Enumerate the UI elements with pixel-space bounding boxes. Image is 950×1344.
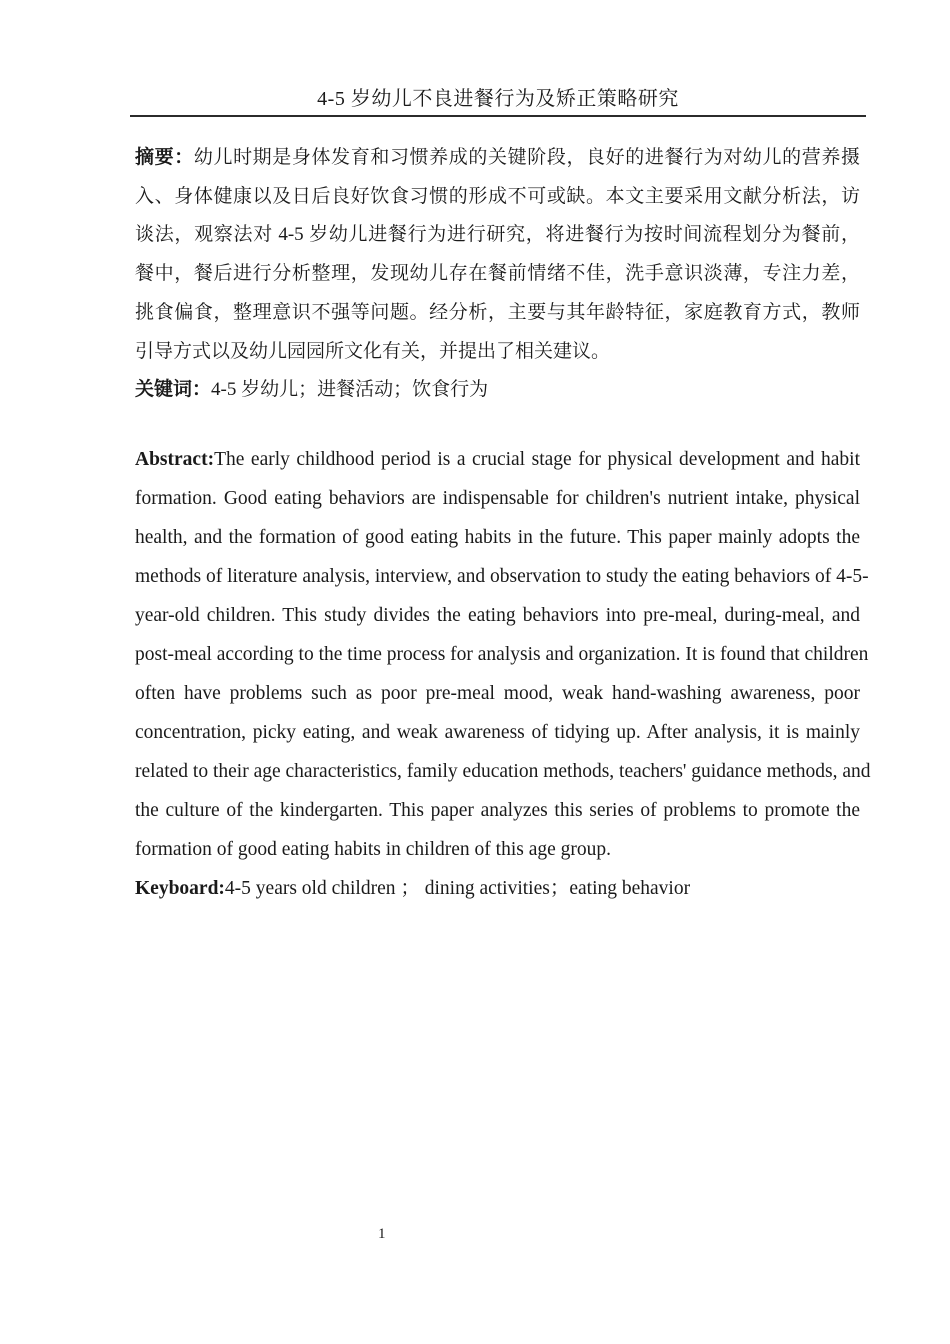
abstract-en-line-3: health, and the formation of good eating habits in the future. This paper mainly adopts the: [135, 526, 860, 548]
abstract-cn: [135, 139, 860, 410]
abstract-cn-line-2: 入、身体健康以及日后良好饮食习惯的形成不可或缺。本文主要采用文献分析法，访: [135, 185, 860, 207]
abstract-en-label: Abstract:: [135, 448, 215, 470]
page-number: 1: [378, 1226, 386, 1242]
abstract-cn-label: 摘要：: [135, 147, 194, 168]
keywords-en-label: Keyboard:: [135, 877, 225, 899]
abstract-en-line-9: related to their age characteristics, family education methods, teachers' guidance methods, and: [135, 760, 871, 782]
abstract-cn-line-5: 挑食偏食，整理意识不强等问题。经分析，主要与其年龄特征，家庭教育方式，教师: [135, 301, 860, 323]
abstract-en-line-2: formation. Good eating behaviors are indispensable for children's nutrient intake, physical: [135, 487, 860, 509]
abstract-en-line-4: methods of literature analysis, interview, and observation to study the eating behaviors of 4-5-: [135, 565, 869, 587]
keywords-en-line: [135, 869, 860, 908]
abstract-en-line-1: [135, 440, 860, 479]
running-head: [130, 86, 866, 117]
keywords-cn-label: 关键词：: [135, 379, 212, 401]
abstract-en-line-6: post-meal according to the time process for analysis and organization. It is found that children: [135, 643, 869, 665]
keywords-en-text: 4-5 years old children ； dining activities；eating behavior: [224, 877, 691, 899]
abstract-en: [135, 440, 871, 908]
abstract-cn-text-1: 幼儿时期是身体发育和习惯养成的关键阶段，良好的进餐行为对幼儿的营养摄: [193, 147, 860, 168]
abstract-en-line-5: year-old children. This study divides the eating behaviors into pre-meal, during-meal, and: [135, 604, 860, 626]
abstract-cn-line-3: 谈法，观察法对 4-5 岁幼儿进餐行为进行研究，将进餐行为按时间流程划分为餐前，: [135, 224, 860, 246]
page-body: [135, 139, 871, 908]
abstract-en-line-8: concentration, picky eating, and weak awareness of tidying up. After analysis, it is mainly: [135, 721, 860, 743]
abstract-en-text-1: The early childhood period is a crucial stage for physical development and habit: [214, 448, 860, 470]
keywords-cn-text: 4-5 岁幼儿；进餐活动；饮食行为: [211, 379, 489, 401]
abstract-en-line-10: the culture of the kindergarten. This paper analyzes this series of problems to promote the: [135, 799, 860, 821]
paper-title: 4-5 岁幼儿不良进餐行为及矫正策略研究: [317, 88, 679, 110]
keywords-cn-line: [135, 371, 860, 410]
abstract-cn-line-1: [135, 139, 860, 178]
abstract-cn-line-6: 引导方式以及幼儿园园所文化有关，并提出了相关建议。: [135, 340, 611, 362]
abstract-en-line-7: often have problems such as poor pre-meal mood, weak hand-washing awareness, poor: [135, 682, 860, 704]
abstract-cn-line-4: 餐中，餐后进行分析整理，发现幼儿存在餐前情绪不佳，洗手意识淡薄，专注力差，: [135, 263, 860, 285]
abstract-en-line-11: formation of good eating habits in children of this age group.: [135, 838, 612, 860]
